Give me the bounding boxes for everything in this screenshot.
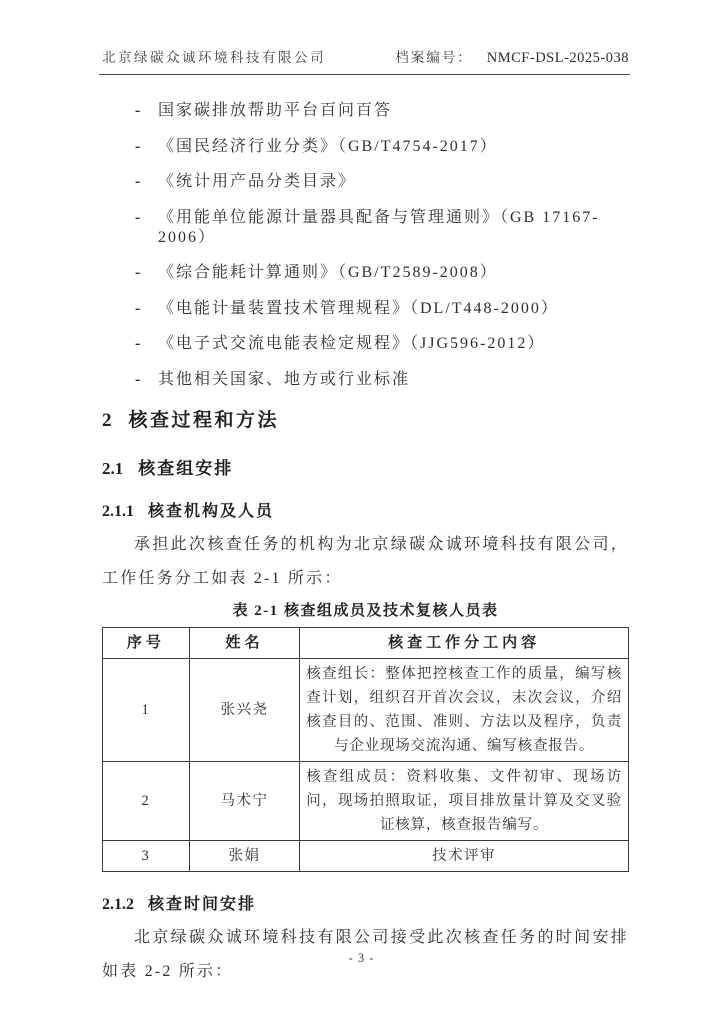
- column-header-duty: 核查工作分工内容: [300, 628, 629, 659]
- table-row: [103, 841, 629, 872]
- column-header-name: 姓名: [189, 628, 299, 659]
- cell-name: 马术宁: [189, 762, 299, 841]
- list-item-text: 《综合能耗计算通则》（GB/T2589-2008）: [158, 264, 498, 281]
- section-heading-2: [102, 405, 629, 432]
- header-rule: [99, 74, 630, 75]
- file-number-value: NMCF-DSL-2025-038: [486, 50, 629, 66]
- list-item: [102, 208, 629, 248]
- table-header-row: [103, 628, 629, 659]
- column-header-no: 序号: [103, 628, 190, 659]
- dash-bullet: -: [135, 299, 141, 317]
- table-caption: 表 2-1 核查组成员及技术复核人员表: [232, 603, 499, 619]
- document-content: [102, 101, 629, 989]
- list-item-text: 《国民经济行业分类》（GB/T4754-2017）: [158, 137, 498, 155]
- list-item: [102, 299, 629, 319]
- section-heading-2-1: [102, 454, 629, 479]
- section-title: 核查过程和方法: [128, 410, 280, 431]
- section-number: 2.1.2: [102, 896, 134, 913]
- dash-bullet: -: [135, 173, 141, 190]
- table-row: [103, 762, 629, 841]
- dash-bullet: -: [135, 335, 141, 352]
- cell-name: 张娟: [189, 841, 299, 872]
- dash-bullet: -: [135, 264, 141, 281]
- list-item: [102, 263, 629, 283]
- page-header: [102, 46, 629, 67]
- list-item-text: 国家碳排放帮助平台百问百答: [158, 102, 393, 119]
- list-item: [102, 334, 629, 354]
- dash-bullet: -: [135, 208, 141, 226]
- list-item-text: 《电能计量装置技术管理规程》（DL/T448-2000）: [158, 299, 559, 317]
- section-title: 核查组安排: [138, 459, 234, 478]
- list-item-text: 其他相关国家、地方或行业标准: [158, 370, 411, 388]
- list-item: [102, 172, 629, 192]
- reference-list: [102, 101, 629, 390]
- header-company-name: 北京绿碳众诚环境科技有限公司: [102, 50, 326, 65]
- page-number: - 3 -: [348, 951, 375, 965]
- verification-team-table: [102, 627, 629, 872]
- section-number: 2: [102, 410, 112, 431]
- list-item: [102, 370, 629, 390]
- list-item-text: 《统计用产品分类目录》: [158, 173, 357, 190]
- section-title: 核查机构及人员: [148, 503, 275, 520]
- cell-no: 3: [103, 841, 190, 872]
- cell-duty: 技术评审: [300, 841, 629, 872]
- cell-duty: 核查组成员：资料收集、文件初审、现场访问，现场拍照取证，项目排放量计算及交叉验证核算，核查报告编写。: [300, 762, 629, 841]
- header-file-number: [395, 46, 629, 67]
- list-item-text: 《用能单位能源计量器具配备与管理通则》（GB 17167-2006）: [158, 208, 600, 246]
- table-row: [103, 659, 629, 762]
- paragraph-verification-org: 承担此次核查任务的机构为北京绿碳众诚环境科技有限公司，工作任务分工如表 2-1 所示：: [102, 536, 629, 587]
- dash-bullet: -: [135, 370, 141, 388]
- paragraph-schedule: 北京绿碳众诚环境科技有限公司接受此次核查任务的时间安排如表 2-2 所示：: [102, 929, 629, 980]
- section-heading-2-1-1: [102, 498, 629, 521]
- section-title: 核查时间安排: [148, 896, 257, 913]
- cell-no: 2: [103, 762, 190, 841]
- list-item-text: 《电子式交流电能表检定规程》（JJG596-2012）: [158, 335, 546, 352]
- list-item: [102, 137, 629, 157]
- dash-bullet: -: [135, 102, 141, 119]
- cell-no: 1: [103, 659, 190, 762]
- dash-bullet: -: [135, 137, 141, 155]
- section-heading-2-1-2: [102, 891, 629, 914]
- cell-duty: 核查组长：整体把控核查工作的质量，编写核查计划，组织召开首次会议，末次会议，介绍核查目的、范围、准则、方法以及程序，负责与企业现场交流沟通、编写核查报告。: [300, 659, 629, 762]
- list-item: [102, 101, 629, 121]
- file-number-label: 档案编号：: [395, 50, 473, 65]
- section-number: 2.1: [102, 459, 124, 478]
- section-number: 2.1.1: [102, 503, 134, 520]
- cell-name: 张兴尧: [189, 659, 299, 762]
